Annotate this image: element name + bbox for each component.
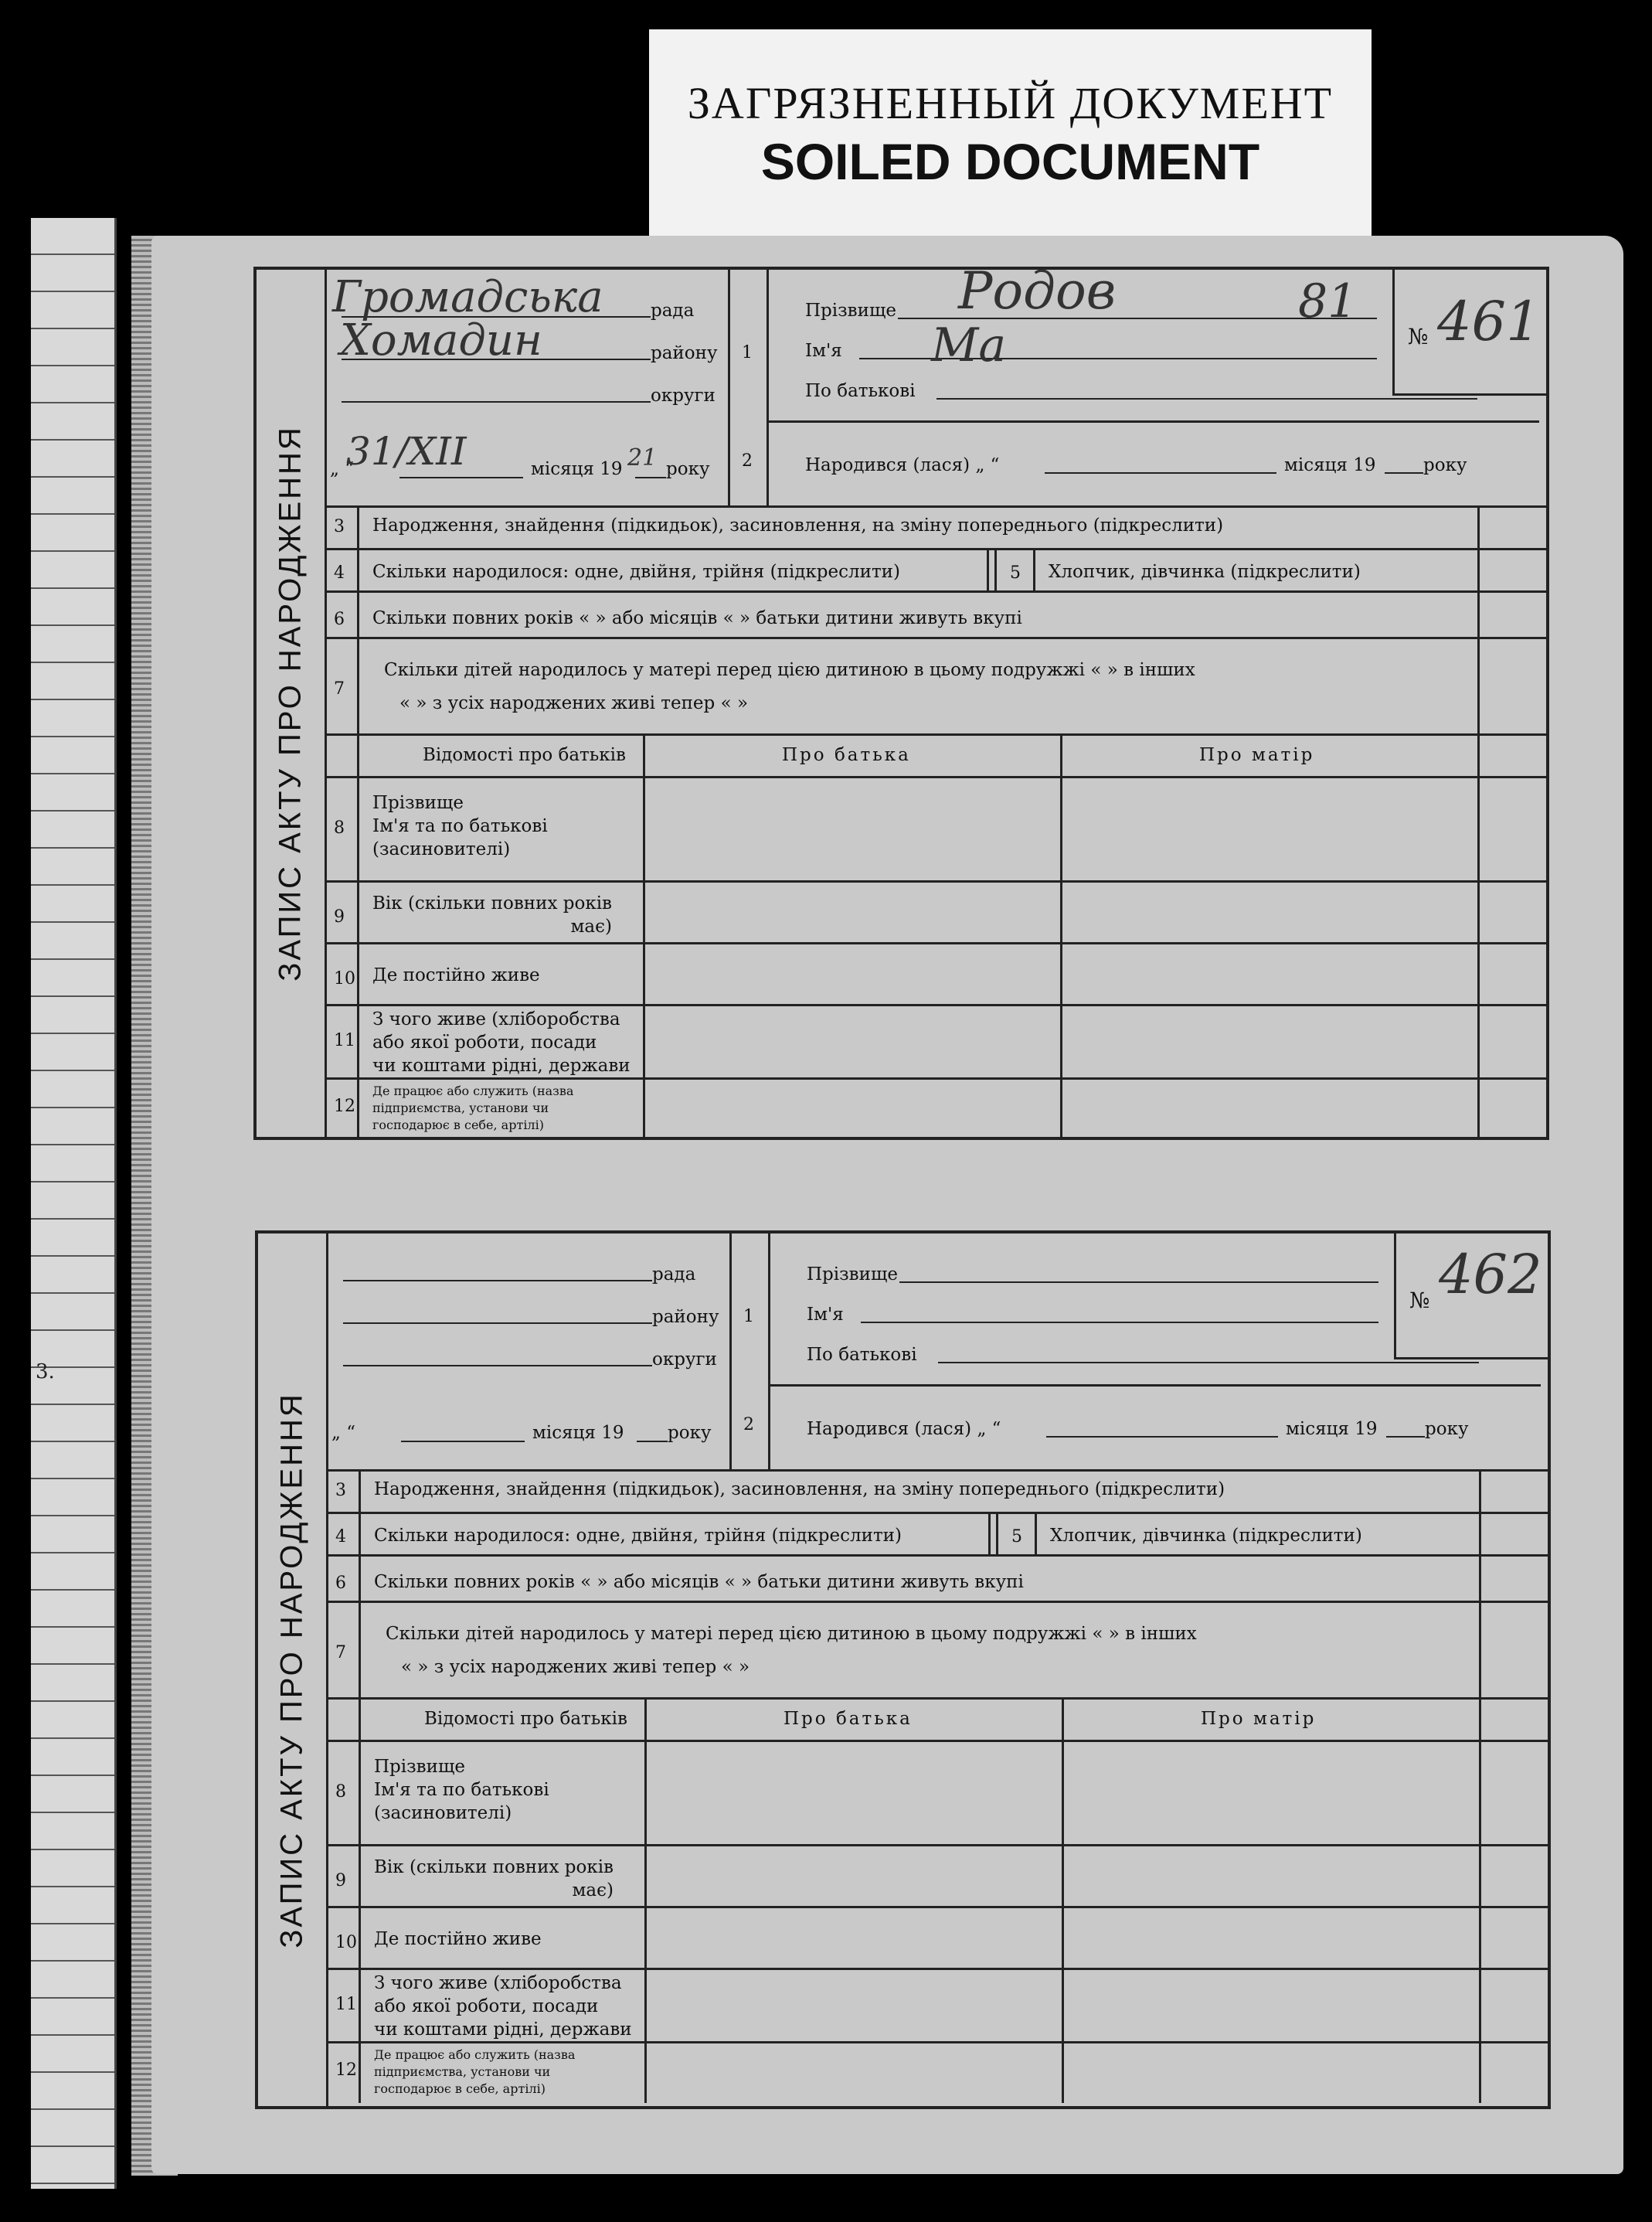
year-label: року [668,1423,712,1443]
divider [1394,1357,1548,1359]
name-label: Ім'я [805,341,842,361]
row7-text-a: Скільки дітей народилось у матері перед цією дитиною в цьому подружжі « » в інших [386,1624,1197,1644]
surname-label: Прізвище [805,301,896,321]
surname-label: Прізвище [807,1264,898,1285]
header-parents-info: Відомості про батьків [424,1709,627,1729]
row11-text: З чого живе (хліборобства або якої роботи, посади чи коштами рідні, держави [374,1973,632,2040]
born-label: Народився (лася) „ “ [807,1419,1001,1439]
header-mother: Про матір [1199,745,1315,765]
row7-text-b: « » з усіх народжених живі тепер « » [401,1657,750,1677]
row4-text: Скільки народилося: одне, двійня, трійня (підкреслити) [374,1526,902,1546]
born-label: Народився (лася) „ “ [805,455,1000,475]
birth-record-form-461: ЗАПИС АКТУ ПРО НАРОДЖЕННЯ рада району округи „ “ місяця 19 року 1 2 Прізвище Ім'я По батькові Народився (лася) „ “ місяця 19 року № 3 Народження, знайдення (підкидьок), засиновлення, на зміну попереднього (підкреслити) 4 Скільки народилося: одне, двійня, трійня (підкреслити) 5 Хлопчик, дівчинка (підкреслити) 6 Скільки повних років « » або місяців « » батьки дитини живуть вкупі 7 Скільки дітей народилось у матері перед цією дитиною в цьому подружжі « » в інших « » з усіх народжених живі тепер « » Відомості про батьків Про батька Про матір 8 Прізвище Ім'я та по батькові (засиновителі) 9 Вік (скільки повних років має) 10 Де постійно живе 11 З чого живе (хліборобства або якої роботи, посади чи коштами рідні, держави 12 Де працює або служить (назва підприємства, установи чи господарює в себе, артілі) [253,267,1549,1140]
label-russian: ЗАГРЯЗНЕННЫЙ ДОКУМЕНТ [687,78,1334,128]
header-parents-info: Відомості про батьків [423,745,626,765]
row9-text: Вік (скільки повних років має) [374,1857,614,1900]
row3-text: Народження, знайдення (підкидьок), засиновлення, на зміну попереднього (підкреслити) [372,516,1224,536]
divider [1394,1233,1396,1357]
date-quote: „ “ [330,459,354,479]
form-title-vertical: ЗАПИС АКТУ ПРО НАРОДЖЕННЯ [258,1233,328,2106]
rayon-label: району [652,1307,719,1327]
soiled-document-label [649,29,1372,240]
divider [728,270,730,505]
rada-label: рада [651,301,695,321]
divider [768,1384,1541,1387]
birth-record-form-462: ЗАПИС АКТУ ПРО НАРОДЖЕННЯ рада району округи „ “ місяця 19 року 1 2 Прізвище Ім'я По батькові Народився (лася) „ “ місяця 19 року № 3 Народження, знайдення (підкидьок), засиновлення, на зміну попереднього (підкреслити) 4 Скільки народилося: одне, двійня, трійня (підкреслити) 5 Хлопчик, дівчинка (підкреслити) 6 Скільки повних років « » або місяців « » батьки дитини живуть вкупі 7 Скільки дітей народилось у матері перед цією дитиною в цьому подружжі « » в інших « » з усіх народжених живі тепер « » Відомості про батьків Про батька Про матір 8 Прізвище Ім'я та по батькові (засиновителі) 9 Вік (скільки повних років має) 10 Де постійно живе 11 З чого живе (хліборобства або якої роботи, посади чи коштами рідні, держави 12 Де працює або служить (назва підприємства, установи чи господарює в себе, артілі) [255,1230,1551,2109]
header-mother: Про матір [1201,1709,1317,1729]
row5-text: Хлопчик, дівчинка (підкреслити) [1050,1526,1362,1546]
row7-text-a: Скільки дітей народилось у матері перед цією дитиною в цьому подружжі « » в інших [384,660,1195,680]
book-spine [31,218,117,2189]
year-label: року [666,459,710,479]
divider [767,420,1539,423]
header-father: Про батька [782,745,911,765]
record-number-462: 462 [1439,1243,1542,1306]
handwriting-name: Ма [931,318,1007,373]
name-label: Ім'я [807,1305,844,1325]
row7-text-b: « » з усіх народжених живі тепер « » [399,693,749,713]
row10-text: Де постійно живе [372,965,540,985]
month-label: місяця 19 [532,1423,624,1443]
form-title-vertical: ЗАПИС АКТУ ПРО НАРОДЖЕННЯ [257,270,327,1137]
divider [767,270,769,505]
divider [768,1233,770,1469]
row11-text: З чого живе (хліборобства або якої роботи, посади чи коштами рідні, держави [372,1009,631,1076]
divider [325,505,1546,508]
row12-text: Де працює або служить (назва підприємства, установи чи господарює в себе, артілі) [374,2047,576,2096]
patronymic-label: По батькові [805,381,916,401]
row9-text: Вік (скільки повних років має) [372,893,612,937]
row4-text: Скільки народилося: одне, двійня, трійня (підкреслити) [372,562,900,582]
label-english: SOILED DOCUMENT [760,133,1260,190]
handwriting-rada: Громадська [332,272,603,322]
row10-text: Де постійно живе [374,1929,542,1949]
row5-text: Хлопчик, дівчинка (підкреслити) [1049,562,1361,582]
row6-text: Скільки повних років « » або місяців « » батьки дитини живуть вкупі [374,1572,1024,1592]
divider [1392,270,1395,393]
divider [1392,393,1546,396]
month-label: місяця 19 [531,459,623,479]
okrug-label: округи [651,386,716,406]
row8-text: Прізвище Ім'я та по батькові (засиновителі) [374,1757,549,1823]
record-number-label: № [1409,1288,1430,1313]
okrug-label: округи [652,1349,717,1370]
record-number-label: № [1408,324,1429,349]
record-number-461: 461 [1437,290,1541,353]
rada-label: рада [652,1264,696,1285]
handwriting-surname: Родов [958,261,1117,321]
row8-text: Прізвище Ім'я та по батькові (засиновителі) [372,793,548,859]
header-father: Про батька [784,1709,913,1729]
spine-mark: 3. [36,1360,55,1383]
divider [729,1233,732,1469]
rayon-label: району [651,343,718,363]
handwriting-date: 31/XII [346,429,467,474]
handwriting-number: 81 [1298,274,1358,328]
row6-text: Скільки повних років « » або місяців « » батьки дитини живуть вкупі [372,608,1022,628]
handwriting-year: 21 [627,444,658,471]
row3-text: Народження, знайдення (підкидьок), засиновлення, на зміну попереднього (підкреслити) [374,1479,1225,1499]
patronymic-label: По батькові [807,1345,917,1365]
divider [326,1469,1548,1472]
handwriting-rayon: Хомадин [340,315,542,366]
date-quote: „ “ [331,1423,355,1443]
row12-text: Де працює або служить (назва підприємства, установи чи господарює в себе, артілі) [372,1084,574,1132]
